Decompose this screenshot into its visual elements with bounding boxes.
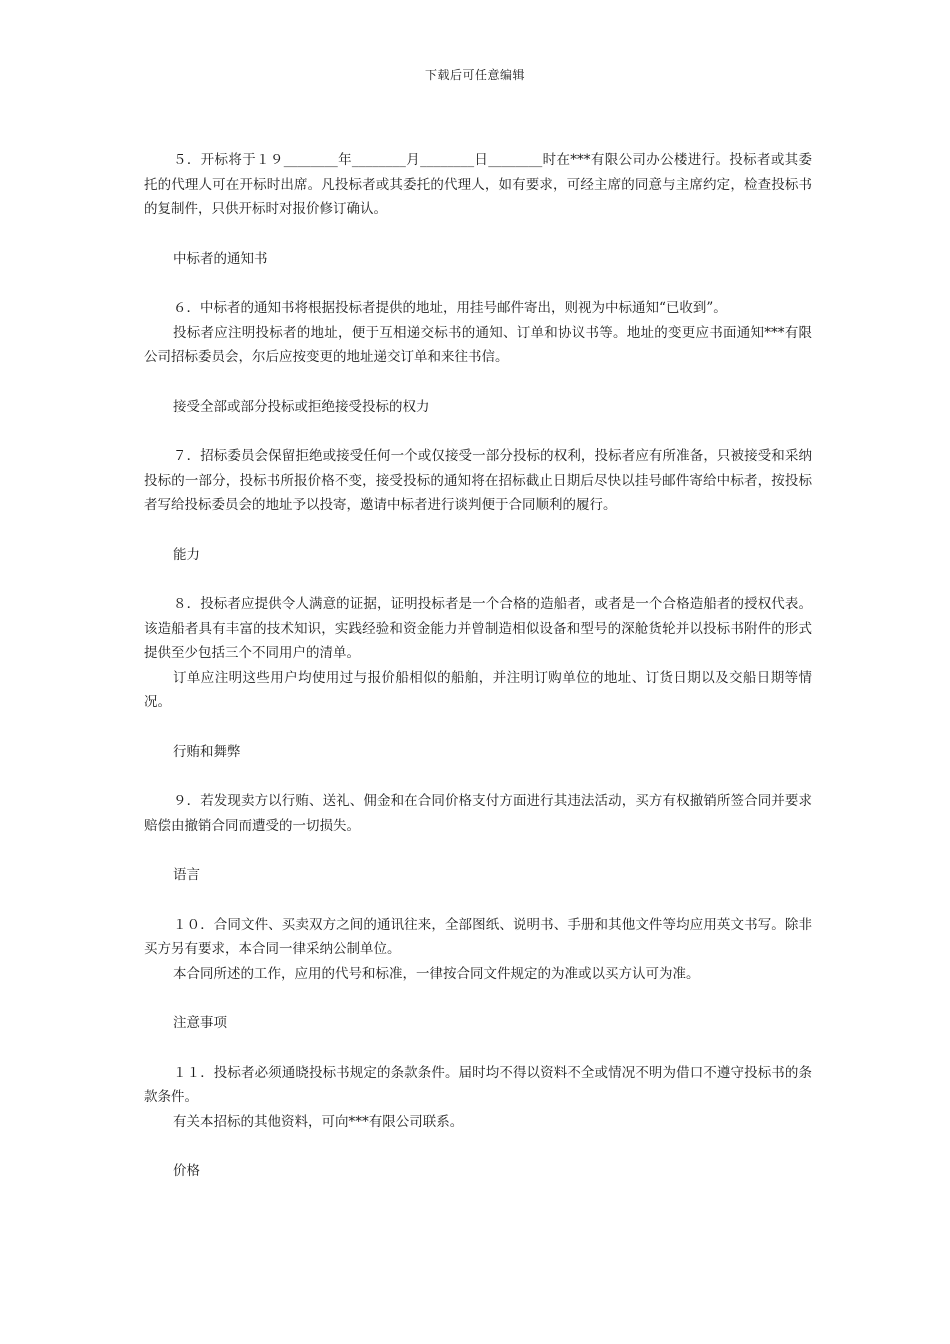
address-paragraph: 投标者应注明投标者的地址，便于互相递交标书的通知、订单和协议书等。地址的变更应书面通知***有限公司招标委员会，尔后应按变更的地址递交订单和来往书信。 [144, 324, 812, 365]
clause-5-paragraph: ５．开标将于１９________年________月________日________时在***有限公司办公楼进行。投标者或其委托的代理人可在开标时出席。凡投标者或其委托的代理人，如有要求，可经主席的同意与主席约定，检查投标书的复制件，只供开标时对报价修订确认。 [144, 152, 812, 217]
order-paragraph: 订单应注明这些用户均使用过与报价船相似的船舶，并注明订购单位的地址、订货日期以及交船日期等情况。 [144, 669, 812, 710]
section-heading-acceptance-rights: 接受全部或部分投标或拒绝接受投标的权力 [173, 398, 430, 415]
section-heading-capability: 能力 [173, 546, 200, 563]
contact-paragraph: 有关本招标的其他资料，可向***有限公司联系。 [173, 1113, 464, 1130]
clause-10-paragraph: １０．合同文件、买卖双方之间的通讯往来，全部图纸、说明书、手册和其他文件等均应用英文书写。除非买方另有要求，本合同一律采纳公制单位。 [144, 916, 812, 957]
section-heading-notes: 注意事项 [173, 1015, 227, 1031]
section-heading-bribery: 行贿和舞弊 [173, 743, 241, 760]
document-body [144, 148, 812, 1184]
section-heading-price: 价格 [173, 1163, 200, 1179]
clause-6-paragraph: ６．中标者的通知书将根据投标者提供的地址，用挂号邮件寄出，则视为中标通知“已收到”。 [173, 300, 727, 316]
clause-9-paragraph: ９．若发现卖方以行贿、送礼、佣金和在合同价格支付方面进行其违法活动，买方有权撤销所签合同并要求赔偿由撤销合同而遭受的一切损失。 [144, 793, 812, 834]
clause-8-paragraph: ８．投标者应提供令人满意的证据，证明投标者是一个合格的造船者，或者是一个合格造船者的授权代表。该造船者具有丰富的技术知识，实践经验和资金能力并曾制造相似设备和型号的深舱货轮并以投标书附件的形式提供至少包括三个不同用户的清单。 [144, 596, 812, 661]
section-heading-winning-bidder-notice: 中标者的通知书 [173, 250, 268, 267]
clause-7-paragraph: ７．招标委员会保留拒绝或接受任何一个或仅接受一部分投标的权利，投标者应有所准备，只被接受和采纳投标的一部分，投标书所报价格不变，接受投标的通知将在招标截止日期后尽快以挂号邮件寄给中标者，按投标者写给投标委员会的地址予以投寄，邀请中标者进行谈判便于合同顺利的履行。 [144, 448, 812, 513]
section-heading-language: 语言 [173, 867, 200, 883]
standards-paragraph: 本合同所述的工作，应用的代号和标准，一律按合同文件规定的为准或以买方认可为准。 [173, 965, 700, 982]
clause-11-paragraph: １１．投标者必须通晓投标书规定的条款条件。届时均不得以资料不全或情况不明为借口不遵守投标书的条款条件。 [144, 1064, 812, 1105]
page-header: 下载后可任意编辑 [424, 68, 525, 82]
